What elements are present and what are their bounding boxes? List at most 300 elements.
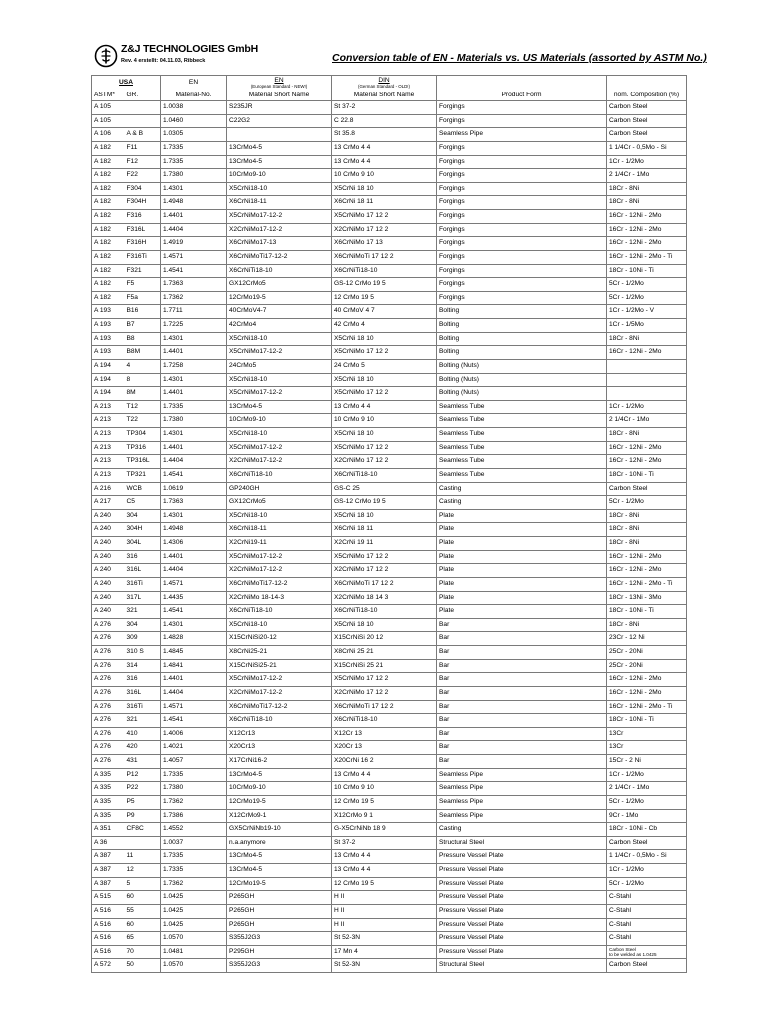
grade-cell: WCB [123,482,161,496]
product-form-cell: Pressure Vessel Plate [437,932,607,946]
din-short-name-cell: X2CrNi 19 11 [332,537,437,551]
material-no-cell: 1.4571 [161,700,227,714]
en-short-name-cell: GX5CrNiNb19-10 [227,823,332,837]
en-short-name-cell: 10CrMo9-10 [227,414,332,428]
material-no-cell: 1.7380 [161,169,227,183]
en-short-name-cell: X6CrNiMo17-13 [227,237,332,251]
product-form-cell: Forgings [437,182,607,196]
composition-cell: 5Cr - 1/2Mo [607,795,687,809]
product-form-cell: Bar [437,673,607,687]
en-short-name-cell: 13CrMo4-5 [227,864,332,878]
grade-cell: P9 [123,809,161,823]
composition-cell: 15Cr - 2 Ni [607,755,687,769]
astm-cell: A 193 [92,346,123,360]
grade-cell: F5a [123,291,161,305]
composition-cell: 18Cr - 8Ni [607,537,687,551]
grade-cell: B8 [123,332,161,346]
en-short-name-cell: X6CrNiMoTi17-12-2 [227,577,332,591]
astm-cell: A 194 [92,359,123,373]
composition-cell: Carbon Steel [607,101,687,115]
composition-cell: 18Cr - 10Ni - Cb [607,823,687,837]
en-short-name-cell: 12CrMo19-5 [227,795,332,809]
table-header-row-bottom [92,92,687,101]
composition-cell: 18Cr - 10Ni - Ti [607,468,687,482]
material-no-cell: 1.0305 [161,128,227,142]
revision-note: Rev. 4 erstellt: 04.11.03, Ribbeck [121,58,206,64]
product-form-header-cell-top [437,76,607,92]
din-short-name-cell: X5CrNiMo 17 12 2 [332,210,437,224]
material-no-cell: 1.7362 [161,877,227,891]
en-short-name-cell: X15CrNiSi25-21 [227,659,332,673]
material-no-cell: 1.4541 [161,468,227,482]
din-short-name-cell: 40 CrMoV 4 7 [332,305,437,319]
material-no-cell: 1.4404 [161,455,227,469]
material-no-header: Material-No. [161,92,227,101]
product-form-cell: Plate [437,577,607,591]
product-form-cell: Casting [437,496,607,510]
en-short-name-cell: X2CrNiMo 18-14-3 [227,591,332,605]
material-no-cell: 1.4301 [161,509,227,523]
table-row [92,605,687,619]
din-short-name-cell: X6CrNiMoTi 17 12 2 [332,577,437,591]
material-no-cell: 1.4301 [161,428,227,442]
astm-cell: A 240 [92,605,123,619]
astm-cell: A 516 [92,945,123,959]
table-row [92,319,687,333]
astm-cell: A 36 [92,836,123,850]
din-header: DIN [378,76,390,84]
din-short-name-cell: St 35.8 [332,128,437,142]
en-short-name-cell: X5CrNiMo17-12-2 [227,441,332,455]
astm-cell: A 213 [92,400,123,414]
grade-cell: T22 [123,414,161,428]
din-short-name-cell: 13 CrMo 4 4 [332,768,437,782]
en-short-name-cell: X2CrNiMo17-12-2 [227,223,332,237]
grade-cell: 5 [123,877,161,891]
astm-cell: A 182 [92,155,123,169]
grade-cell: B7 [123,319,161,333]
astm-cell: A 276 [92,673,123,687]
table-row [92,101,687,115]
en-short-name-cell: X6CrNiTi18-10 [227,264,332,278]
astm-cell: A 335 [92,809,123,823]
usa-header: USA [119,79,133,87]
din-short-name-cell: St 52-3N [332,959,437,973]
material-no-cell: 1.4571 [161,250,227,264]
din-short-name-cell: X6CrNiTi18-10 [332,264,437,278]
din-short-name-cell: 42 CrMo 4 [332,319,437,333]
grade-cell: 304L [123,537,161,551]
din-short-name-cell: G-X5CrNiNb 18 9 [332,823,437,837]
en-short-name-cell: X2CrNiMo17-12-2 [227,686,332,700]
composition-cell: 18Cr - 10Ni - Ti [607,264,687,278]
table-row [92,673,687,687]
composition-cell: C-Stahl [607,932,687,946]
en-short-name-cell: X6CrNiTi18-10 [227,714,332,728]
product-form-cell: Seamless Tube [437,441,607,455]
material-no-cell: 1.4828 [161,632,227,646]
grade-cell: 11 [123,850,161,864]
en-short-name-cell: X12Cr13 [227,727,332,741]
grade-cell: 304 [123,618,161,632]
composition-cell: Carbon Steel [607,836,687,850]
table-row [92,141,687,155]
grade-cell: 55 [123,904,161,918]
en-short-name-cell: 10CrMo9-10 [227,782,332,796]
material-no-cell: 1.7363 [161,278,227,292]
composition-cell: 16Cr - 12Ni - 2Mo - Ti [607,700,687,714]
din-short-name-cell: X5CrNiMo 17 12 2 [332,550,437,564]
din-short-name-cell: X20CrNi 16 2 [332,755,437,769]
din-short-name-cell: X5CrNi 18 10 [332,332,437,346]
composition-cell [607,373,687,387]
composition-cell: 1Cr - 1/2Mo [607,400,687,414]
material-no-cell: 1.4006 [161,727,227,741]
material-no-cell: 1.7335 [161,155,227,169]
composition-cell: 16Cr - 12Ni - 2Mo [607,673,687,687]
composition-cell: C-Stahl [607,918,687,932]
material-no-cell: 1.4948 [161,523,227,537]
astm-cell: A 276 [92,714,123,728]
product-form-cell: Forgings [437,101,607,115]
composition-cell [607,359,687,373]
grade-cell: P12 [123,768,161,782]
en-short-name-cell: X6CrNi18-11 [227,523,332,537]
table-row [92,441,687,455]
astm-cell: A 387 [92,850,123,864]
en-short-name-cell: P265GH [227,891,332,905]
product-form-cell: Plate [437,605,607,619]
composition-cell: 16Cr - 12Ni - 2Mo [607,441,687,455]
en-short-name-cell: 13CrMo4-5 [227,400,332,414]
table-row [92,128,687,142]
product-form-cell: Forgings [437,155,607,169]
din-short-name-cell: H II [332,904,437,918]
composition-cell: 5Cr - 1/2Mo [607,496,687,510]
grade-cell: 304 [123,509,161,523]
astm-cell: A 240 [92,577,123,591]
conversion-table [91,75,687,973]
table-row [92,700,687,714]
en-short-name-cell: X6CrNiMoTi17-12-2 [227,700,332,714]
composition-cell: 18Cr - 13Ni - 3Mo [607,591,687,605]
composition-cell: 18Cr - 8Ni [607,332,687,346]
composition-cell: 18Cr - 8Ni [607,196,687,210]
grade-cell: B8M [123,346,161,360]
astm-cell: A 194 [92,373,123,387]
table-row [92,632,687,646]
grade-cell: 50 [123,959,161,973]
product-form-cell: Seamless Tube [437,400,607,414]
en-short-name-cell: X5CrNi18-10 [227,332,332,346]
table-row [92,455,687,469]
en-short-name-cell [227,128,332,142]
astm-cell: A 182 [92,278,123,292]
material-no-cell: 1.4404 [161,564,227,578]
product-form-cell: Plate [437,537,607,551]
en-short-name-cell: X5CrNi18-10 [227,509,332,523]
table-row [92,387,687,401]
table-row [92,237,687,251]
material-no-cell: 1.0038 [161,101,227,115]
din-short-name-cell: X5CrNi 18 10 [332,509,437,523]
product-form-cell: Seamless Pipe [437,128,607,142]
composition-cell [607,387,687,401]
table-row [92,182,687,196]
composition-cell [607,945,687,959]
grade-cell: CF8C [123,823,161,837]
table-row [92,686,687,700]
astm-cell: A 387 [92,877,123,891]
composition-cell: 5Cr - 1/2Mo [607,291,687,305]
composition-cell: 18Cr - 10Ni - Ti [607,714,687,728]
product-form-cell: Bolting [437,305,607,319]
astm-cell: A 182 [92,250,123,264]
product-form-cell: Forgings [437,196,607,210]
en-short-name-cell: X5CrNi18-10 [227,373,332,387]
table-row [92,223,687,237]
composition-cell: Carbon Steel [607,128,687,142]
table-row [92,359,687,373]
din-short-name-cell: X5CrNiMo 17 12 2 [332,387,437,401]
composition-cell: C-Stahl [607,904,687,918]
astm-cell: A 516 [92,918,123,932]
table-row [92,373,687,387]
din-short-name-cell: 24 CrMo 5 [332,359,437,373]
table-row [92,400,687,414]
din-short-name-cell: X2CrNiMo 18 14 3 [332,591,437,605]
astm-cell: A 213 [92,468,123,482]
material-no-cell: 1.0425 [161,918,227,932]
composition-cell: 9Cr - 1Mo [607,809,687,823]
composition-cell: 1Cr - 1/5Mo [607,319,687,333]
en-short-name-cell: 13CrMo4-5 [227,768,332,782]
composition-cell: 16Cr - 12Ni - 2Mo - Ti [607,577,687,591]
product-form-cell: Forgings [437,291,607,305]
en-short-name-cell: P265GH [227,904,332,918]
en-short-name-cell: X2CrNiMo17-12-2 [227,455,332,469]
en-short-name-cell: X6CrNiMoTi17-12-2 [227,250,332,264]
astm-header: ASTM* [92,92,123,101]
astm-cell: A 213 [92,455,123,469]
en-short-name-cell: X6CrNiTi18-10 [227,605,332,619]
grade-cell: F316Ti [123,250,161,264]
composition-cell: 2 1/4Cr - 1Mo [607,782,687,796]
astm-cell: A 276 [92,686,123,700]
table-row [92,932,687,946]
product-form-header: Product Form [437,92,607,101]
grade-cell: F11 [123,141,161,155]
din-short-name-cell: 12 CrMo 19 5 [332,795,437,809]
table-row [92,741,687,755]
astm-cell: A 182 [92,210,123,224]
composition-cell: 23Cr - 12 Ni [607,632,687,646]
product-form-cell: Bar [437,659,607,673]
composition-cell: 16Cr - 12Ni - 2Mo [607,686,687,700]
product-form-cell: Bolting (Nuts) [437,387,607,401]
composition-header-cell-top [607,76,687,92]
din-short-name-cell: X6CrNi 18 11 [332,196,437,210]
material-no-cell: 1.0481 [161,945,227,959]
composition-cell: C-Stahl [607,891,687,905]
en-short-name-cell: X6CrNiTi18-10 [227,468,332,482]
astm-cell: A 182 [92,223,123,237]
product-form-cell: Bar [437,700,607,714]
din-short-name-cell: St 37-2 [332,101,437,115]
table-row [92,714,687,728]
product-form-cell: Pressure Vessel Plate [437,891,607,905]
din-short-name-cell: 13 CrMo 4 4 [332,141,437,155]
grade-cell: P22 [123,782,161,796]
din-short-name-cell: 13 CrMo 4 4 [332,155,437,169]
composition-cell: 16Cr - 12Ni - 2Mo [607,564,687,578]
composition-cell: 13Cr [607,741,687,755]
table-row [92,823,687,837]
product-form-cell: Seamless Pipe [437,782,607,796]
din-short-name-cell: 17 Mn 4 [332,945,437,959]
table-row [92,346,687,360]
product-form-cell: Bar [437,632,607,646]
astm-cell: A 240 [92,537,123,551]
product-form-cell: Forgings [437,264,607,278]
product-form-cell: Bolting [437,319,607,333]
material-no-cell: 1.7258 [161,359,227,373]
composition-cell: 16Cr - 12Ni - 2Mo [607,237,687,251]
en-short-name-cell: X8CrNi25-21 [227,646,332,660]
product-form-cell: Plate [437,523,607,537]
grade-cell: 314 [123,659,161,673]
composition-cell: 1 1/4Cr - 0,5Mo - Si [607,141,687,155]
en-number-header-cell [161,76,227,92]
din-short-name-cell: X6CrNiTi18-10 [332,714,437,728]
table-row [92,891,687,905]
astm-cell: A 182 [92,291,123,305]
material-no-cell: 1.4301 [161,373,227,387]
usa-header-cell [92,76,161,92]
table-row [92,904,687,918]
astm-cell: A 240 [92,509,123,523]
astm-cell: A 572 [92,959,123,973]
en-short-name-cell: X5CrNiMo17-12-2 [227,210,332,224]
grade-cell: F5 [123,278,161,292]
composition-cell: 16Cr - 12Ni - 2Mo [607,210,687,224]
composition-cell: 18Cr - 8Ni [607,523,687,537]
table-row [92,509,687,523]
en-short-name-cell: X2CrNi19-11 [227,537,332,551]
material-no-cell: 1.4401 [161,550,227,564]
en-short-name-cell: S235JR [227,101,332,115]
material-no-cell: 1.4401 [161,346,227,360]
grade-cell: 4 [123,359,161,373]
din-short-name-cell: St 37-2 [332,836,437,850]
astm-cell: A 276 [92,755,123,769]
en-short-name-cell: 42CrMo4 [227,319,332,333]
material-no-cell: 1.7711 [161,305,227,319]
table-row [92,278,687,292]
en-short-name-cell: 10CrMo9-10 [227,169,332,183]
din-short-name-cell: 10 CrMo 9 10 [332,169,437,183]
table-row [92,264,687,278]
din-short-name-cell: 10 CrMo 9 10 [332,782,437,796]
product-form-cell: Pressure Vessel Plate [437,904,607,918]
grade-cell: TP321 [123,468,161,482]
material-no-cell: 1.4401 [161,387,227,401]
composition-cell: 18Cr - 8Ni [607,509,687,523]
grade-cell: 316Ti [123,700,161,714]
grade-cell: 431 [123,755,161,769]
company-name: Z&J TECHNOLOGIES GmbH [121,43,258,55]
din-short-name-cell: X5CrNiMo 17 12 2 [332,673,437,687]
composition-cell: 1Cr - 1/2Mo - V [607,305,687,319]
din-short-name-cell: X6CrNiMoTi 17 12 2 [332,700,437,714]
astm-cell: A 105 [92,114,123,128]
din-short-name-cell: X20Cr 13 [332,741,437,755]
astm-cell: A 193 [92,332,123,346]
grade-cell: 8 [123,373,161,387]
product-form-cell: Bolting [437,332,607,346]
table-row [92,114,687,128]
astm-cell: A 182 [92,141,123,155]
en-short-name-cell: X15CrNiSi20-12 [227,632,332,646]
astm-cell: A 182 [92,169,123,183]
material-no-cell: 1.4571 [161,577,227,591]
din-short-name-cell: X5CrNiMo 17 12 2 [332,441,437,455]
en-short-name-cell: 40CrMoV4-7 [227,305,332,319]
table-row [92,618,687,632]
composition-cell: 16Cr - 12Ni - 2Mo [607,550,687,564]
material-no-cell: 1.7335 [161,864,227,878]
composition-cell: 18Cr - 8Ni [607,428,687,442]
en-short-name-cell: X5CrNi18-10 [227,428,332,442]
din-short-name-cell: X6CrNiMo 17 13 [332,237,437,251]
en-short-name-cell: 12CrMo19-5 [227,291,332,305]
astm-cell: A 240 [92,591,123,605]
en-name-subheader: (European Standard - NEW!) [250,84,308,90]
grade-cell: 12 [123,864,161,878]
grade-cell: TP316L [123,455,161,469]
material-no-cell: 1.0619 [161,482,227,496]
din-short-name-cell: 13 CrMo 4 4 [332,400,437,414]
astm-cell: A 351 [92,823,123,837]
din-short-name-cell: X15CrNiSi 20 12 [332,632,437,646]
din-short-name-cell: X2CrNiMo 17 12 2 [332,686,437,700]
en-short-name-cell: S355J2G3 [227,959,332,973]
material-no-cell: 1.4301 [161,332,227,346]
astm-cell: A 182 [92,237,123,251]
material-no-cell: 1.0425 [161,904,227,918]
din-short-name-cell: X12Cr 13 [332,727,437,741]
astm-cell: A 276 [92,646,123,660]
din-short-name-cell: X15CrNiSi 25 21 [332,659,437,673]
product-form-cell: Bar [437,741,607,755]
din-short-name-header: Material Short Name [332,92,437,101]
product-form-cell: Bolting [437,346,607,360]
material-no-cell: 1.7362 [161,291,227,305]
grade-cell: F316L [123,223,161,237]
grade-cell: 304H [123,523,161,537]
table-row [92,591,687,605]
material-no-cell: 1.7386 [161,809,227,823]
en-short-name-cell: X5CrNiMo17-12-2 [227,673,332,687]
en-short-name-cell: P265GH [227,918,332,932]
material-no-cell: 1.4552 [161,823,227,837]
en-short-name-cell: X12CrMo9-1 [227,809,332,823]
table-row [92,727,687,741]
composition-cell: 25Cr - 20Ni [607,646,687,660]
table-row [92,918,687,932]
grade-cell: 321 [123,605,161,619]
product-form-cell: Seamless Tube [437,468,607,482]
